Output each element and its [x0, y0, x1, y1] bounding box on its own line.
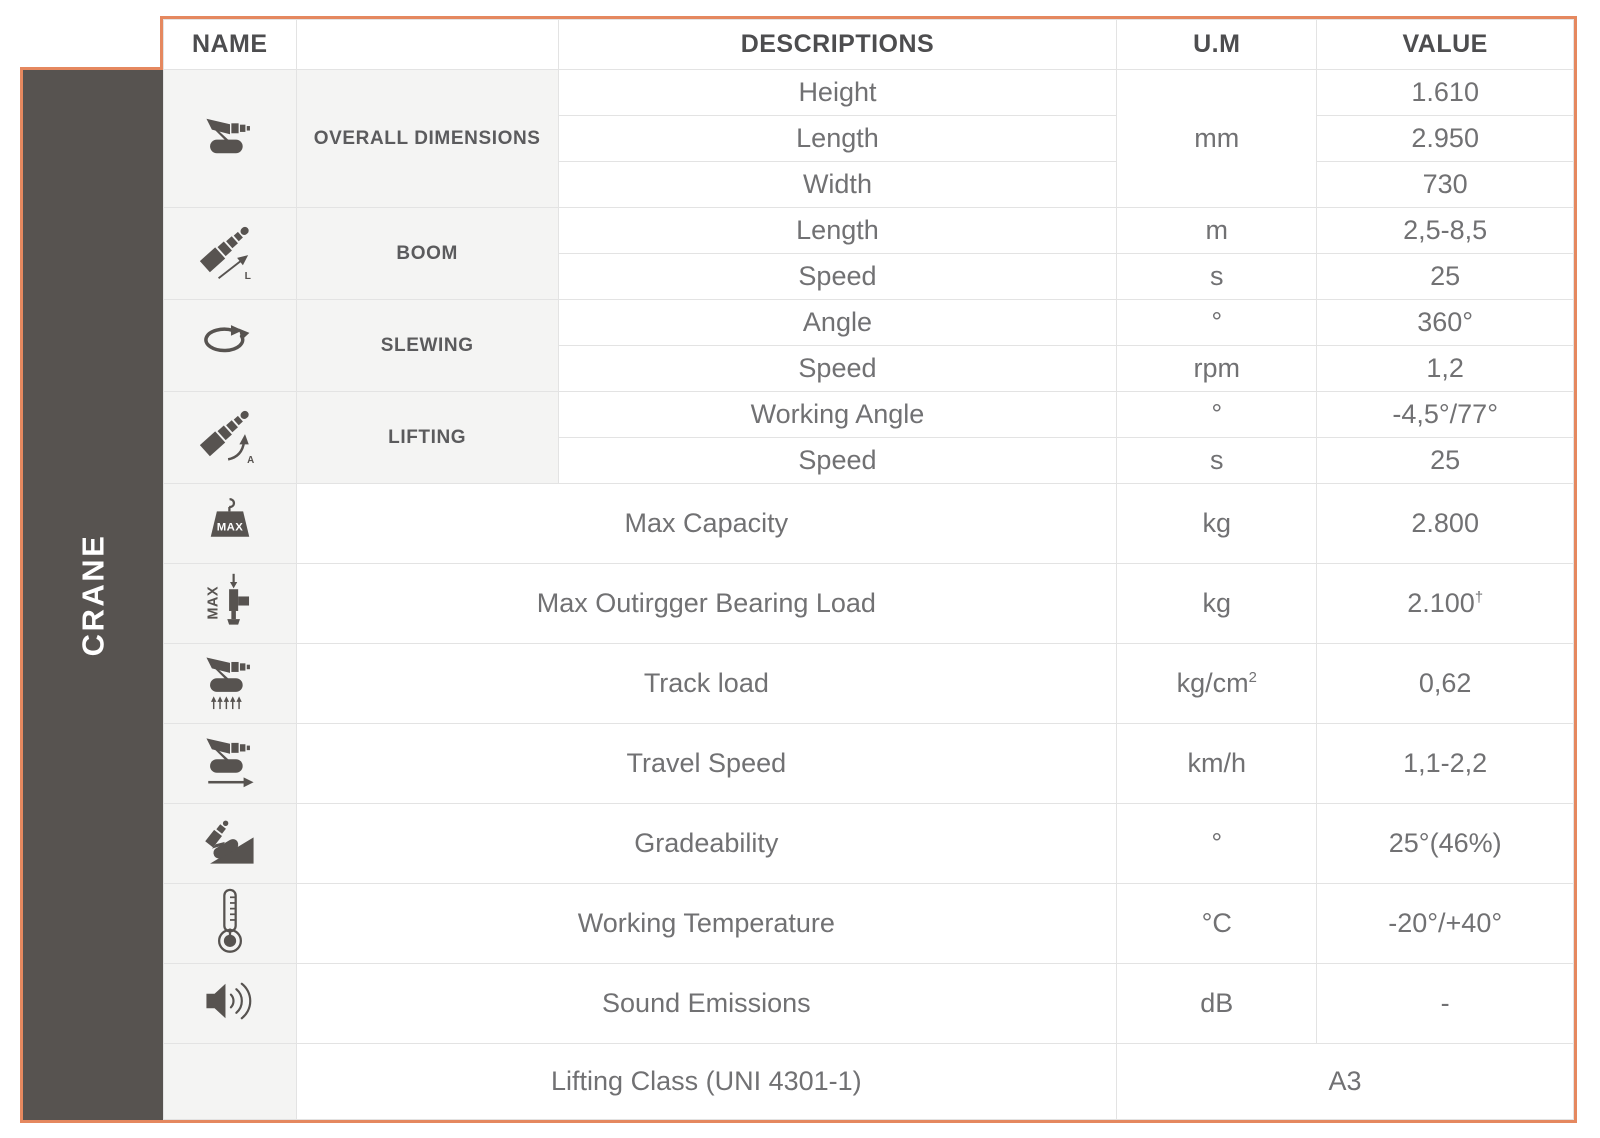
um-cell: $kg/cm^2$ [1117, 644, 1317, 724]
um-cell: rpm [1117, 346, 1317, 392]
description-cell: Lifting Class (UNI 4301-1) [296, 1044, 1117, 1120]
value-cell: 360° [1317, 300, 1574, 346]
value-cell: 730 [1317, 162, 1574, 208]
value-cell: 1,2 [1317, 346, 1574, 392]
track-load-icon-cell [164, 644, 297, 724]
description-cell: Sound Emissions [296, 964, 1117, 1044]
crane-category-bar [20, 67, 163, 1123]
um-cell: m [1117, 208, 1317, 254]
col-header-value: VALUE [1317, 20, 1574, 70]
table-row [164, 564, 1574, 644]
group-name: LIFTING [296, 392, 558, 484]
value-cell: 25 [1317, 254, 1574, 300]
value-cell: -4,5°/77° [1317, 392, 1574, 438]
value-cell: 0,62 [1317, 644, 1574, 724]
value-cell: 2,5-8,5 [1317, 208, 1574, 254]
sound-emissions-icon [201, 975, 259, 1027]
um-cell: kg [1117, 484, 1317, 564]
description-cell: Max Capacity [296, 484, 1117, 564]
description-cell: Length [558, 208, 1116, 254]
col-header-um: U.M [1117, 20, 1317, 70]
gradeability-icon [201, 814, 259, 868]
um-exponent: 2 [1248, 670, 1257, 686]
table-row [164, 804, 1574, 884]
crane-overall-dimensions-icon [201, 112, 259, 160]
empty-icon-cell [164, 1044, 297, 1120]
value-cell: 2.800 [1317, 484, 1574, 564]
lifting-icon-cell [164, 392, 297, 484]
lifting-angle-icon [200, 405, 260, 465]
value-cell: A3 [1117, 1044, 1574, 1120]
um-cell: mm [1117, 70, 1317, 208]
table-row [164, 484, 1574, 564]
description-cell: Speed [558, 438, 1116, 484]
um-cell: ° [1117, 804, 1317, 884]
working-temperature-icon [213, 887, 247, 955]
max-capacity-icon-cell [164, 484, 297, 564]
travel-speed-icon [201, 731, 259, 791]
boom-length-icon [200, 221, 260, 281]
working-temperature-icon-cell [164, 884, 297, 964]
col-header-empty [296, 20, 558, 70]
um-cell: °C [1117, 884, 1317, 964]
value-cell: -20°/+40° [1317, 884, 1574, 964]
value-cell: 25°(46%) [1317, 804, 1574, 884]
description-cell: Speed [558, 254, 1116, 300]
description-cell: Travel Speed [296, 724, 1117, 804]
description-cell: Track load [296, 644, 1117, 724]
um-cell: kg [1117, 564, 1317, 644]
table-row [164, 392, 1574, 438]
travel-speed-icon-cell [164, 724, 297, 804]
svg-text:A: A [246, 455, 254, 465]
table-row [164, 300, 1574, 346]
value-cell: 1.610 [1317, 70, 1574, 116]
um-cell: s [1117, 438, 1317, 484]
sound-emissions-icon-cell [164, 964, 297, 1044]
description-cell: Max Outirgger Bearing Load [296, 564, 1117, 644]
table-header-row [164, 20, 1574, 70]
table-row [164, 208, 1574, 254]
svg-text:L: L [244, 271, 251, 281]
group-name: BOOM [296, 208, 558, 300]
description-cell: Working Angle [558, 392, 1116, 438]
crane-category-label: CRANE [74, 533, 110, 657]
svg-text:MAX: MAX [205, 586, 222, 620]
svg-text:MAX: MAX [216, 521, 244, 534]
um-cell: ° [1117, 392, 1317, 438]
boom-icon-cell [164, 208, 297, 300]
col-header-name: NAME [164, 20, 297, 70]
slewing-rotation-icon [199, 321, 261, 365]
table-row [164, 644, 1574, 724]
gradeability-icon-cell [164, 804, 297, 884]
description-cell: Speed [558, 346, 1116, 392]
slewing-icon-cell [164, 300, 297, 392]
value-footnote-dagger: † [1474, 590, 1484, 606]
max-outrigger-load-icon [201, 571, 259, 631]
value-cell: 1,1-2,2 [1317, 724, 1574, 804]
max-outrigger-icon-cell [164, 564, 297, 644]
table-row [164, 1044, 1574, 1120]
description-cell: Working Temperature [296, 884, 1117, 964]
value-cell: 2.100† [1317, 564, 1574, 644]
value-cell: 25 [1317, 438, 1574, 484]
value-cell: 2.950 [1317, 116, 1574, 162]
table-row [164, 884, 1574, 964]
max-capacity-icon [202, 495, 258, 547]
um-cell: km/h [1117, 724, 1317, 804]
col-header-descriptions: DESCRIPTIONS [558, 20, 1116, 70]
track-load-icon [201, 650, 259, 712]
description-cell: Width [558, 162, 1116, 208]
um-cell: dB [1117, 964, 1317, 1044]
spec-table [163, 19, 1574, 1120]
table-row [164, 724, 1574, 804]
description-cell: Length [558, 116, 1116, 162]
value-cell: - [1317, 964, 1574, 1044]
group-name: OVERALL DIMENSIONS [296, 70, 558, 208]
um-cell: ° [1117, 300, 1317, 346]
table-row [164, 964, 1574, 1044]
spec-table-container [163, 16, 1577, 1123]
description-cell: Angle [558, 300, 1116, 346]
overall-dimensions-icon-cell [164, 70, 297, 208]
um-cell: s [1117, 254, 1317, 300]
group-name: SLEWING [296, 300, 558, 392]
description-cell: Height [558, 70, 1116, 116]
description-cell: Gradeability [296, 804, 1117, 884]
table-row [164, 70, 1574, 116]
